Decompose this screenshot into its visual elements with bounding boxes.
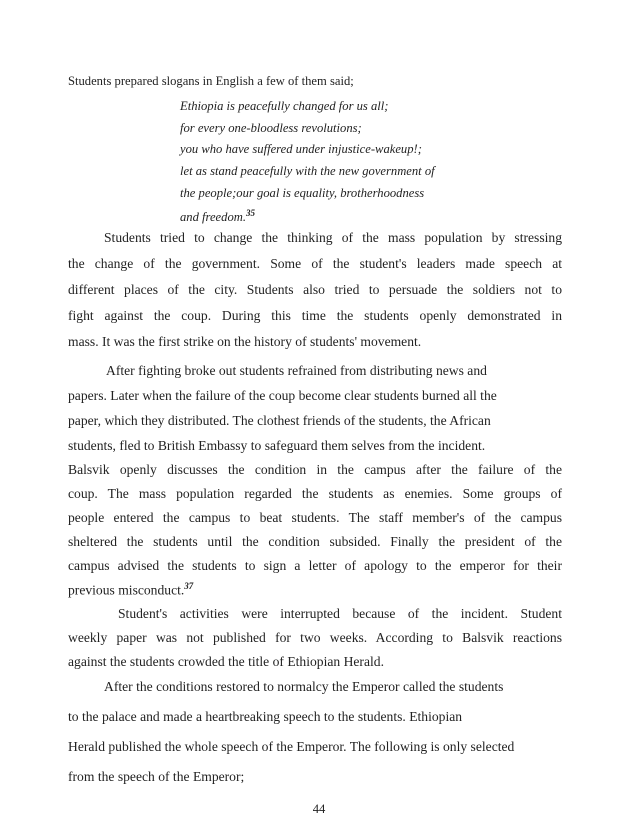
intro-line: Students prepared slogans in English a few of them said; — [68, 74, 354, 88]
paragraph-4-line: from the speech of the Emperor; — [68, 769, 245, 784]
paragraph-2-line-last: previous misconduct.$^{37}$ — [68, 581, 194, 598]
paragraph-2-line: After fighting broke out students refrained from distributing news and — [106, 363, 487, 378]
page-number: 44 — [312, 802, 326, 816]
paragraph-3-line: against the students crowded the title of Ethiopian Herald. — [68, 654, 384, 669]
paragraph-1-line: fight against the coup. During this time the students openly demonstrated in — [68, 308, 562, 323]
paragraph-1-line: the change of the government. Some of the student's leaders made speech at — [68, 256, 562, 271]
paragraph-2-line: Balsvik openly discusses the condition in the campus after the failure of the — [68, 462, 562, 477]
slogan-line: Ethiopia is peacefully changed for us all; — [180, 99, 389, 113]
slogan-line: let as stand peacefully with the new government of — [180, 164, 435, 178]
paragraph-2-line: coup. The mass population regarded the students as enemies. Some groups of — [68, 486, 562, 501]
paragraph-3-line: weekly paper was not published for two weeks. According to Balsvik reactions — [68, 630, 562, 645]
paragraph-1-line: mass. It was the first strike on the history of students' movement. — [68, 334, 422, 349]
slogan-line: for every one-bloodless revolutions; — [180, 121, 362, 135]
paragraph-4-line: Herald published the whole speech of the Emperor. The following is only selected — [68, 739, 515, 754]
footnote-ref: 37 — [184, 581, 194, 591]
paragraph-2-line: papers. Later when the failure of the coup become clear students burned all the — [68, 388, 497, 403]
footnote-ref: 35 — [246, 208, 255, 218]
paragraph-2-line: sheltered the students until the condition subsided. Finally the president of the — [68, 534, 562, 549]
paragraph-2-line: students, fled to British Embassy to safeguard them selves from the incident. — [68, 438, 486, 453]
paragraph-3-line: Student's activities were interrupted because of the incident. Student — [118, 606, 562, 621]
slogan-line: the people;our goal is equality, brotherhoodness — [180, 186, 425, 200]
paragraph-2-line: people entered the campus to beat students. The staff member's of the campus — [68, 510, 562, 525]
paragraph-4-line: to the palace and made a heartbreaking speech to the students. Ethiopian — [68, 709, 463, 724]
paragraph-1-line: Students tried to change the thinking of the mass population by stressing — [104, 230, 562, 245]
paragraph-1-line: different places of the city. Students also tried to persuade the soldiers not to — [68, 282, 562, 297]
paragraph-4-line: After the conditions restored to normalcy the Emperor called the students — [104, 679, 504, 694]
slogan-line: you who have suffered under injustice-wakeup!; — [180, 142, 422, 156]
slogan-line-last: and freedom.$^{35}$ — [180, 208, 255, 225]
paragraph-2-line: campus advised the students to sign a letter of apology to the emperor for their — [68, 558, 562, 573]
paragraph-2-line: paper, which they distributed. The clothest friends of the students, the African — [68, 413, 491, 428]
